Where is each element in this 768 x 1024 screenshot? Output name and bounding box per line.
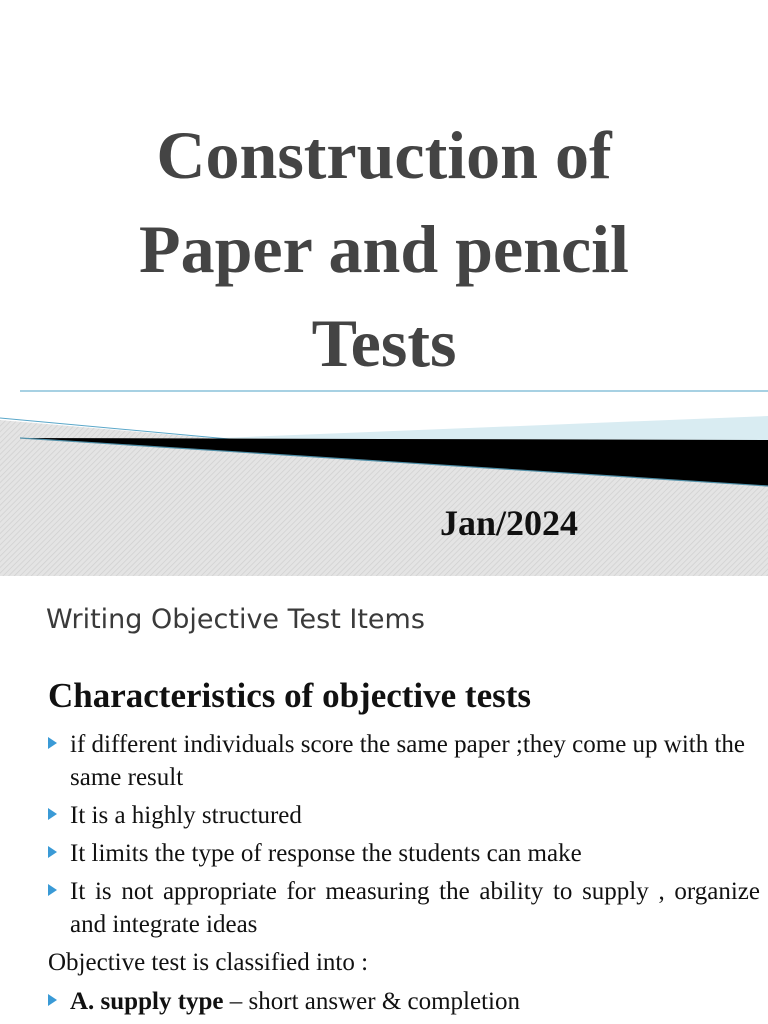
slide-title: [0, 108, 768, 390]
list-item-text: It limits the type of response the students can make: [70, 840, 582, 867]
classification-text: Objective test is classified into :: [48, 949, 369, 976]
type-description: – short answer & completion: [223, 988, 520, 1015]
list-item-text: if different individuals score the same paper ;they come up with the same result: [70, 731, 746, 791]
list-item: [48, 799, 760, 832]
bullet-arrow-icon: [48, 994, 57, 1006]
bullet-arrow-icon: [48, 737, 57, 749]
slide-header: Writing Objective Test Items: [46, 604, 425, 635]
bullet-arrow-icon: [48, 884, 57, 896]
list-item: [48, 837, 760, 870]
list-item: [48, 875, 760, 941]
decorative-band: [0, 386, 768, 576]
section-heading: Characteristics of objective tests: [48, 676, 532, 715]
title-line-2: Paper and pencil: [139, 211, 629, 287]
list-item-text: It is not appropriate for measuring the ability to supply , organize and integrate ideas: [70, 878, 760, 938]
bullet-arrow-icon: [48, 808, 57, 820]
content-slide: [0, 576, 768, 1024]
list-item-text: It is a highly structured: [70, 802, 302, 829]
list-item: [48, 728, 760, 794]
presentation-date: Jan/2024: [440, 503, 579, 543]
slide-content: [48, 728, 760, 1023]
type-label: A. supply type: [70, 988, 224, 1015]
title-line-1: Construction of: [156, 117, 612, 193]
bullet-arrow-icon: [48, 846, 57, 858]
characteristics-list: [48, 728, 760, 941]
title-line-3: Tests: [311, 305, 457, 381]
list-item: [48, 985, 760, 1018]
types-list: [48, 985, 760, 1018]
